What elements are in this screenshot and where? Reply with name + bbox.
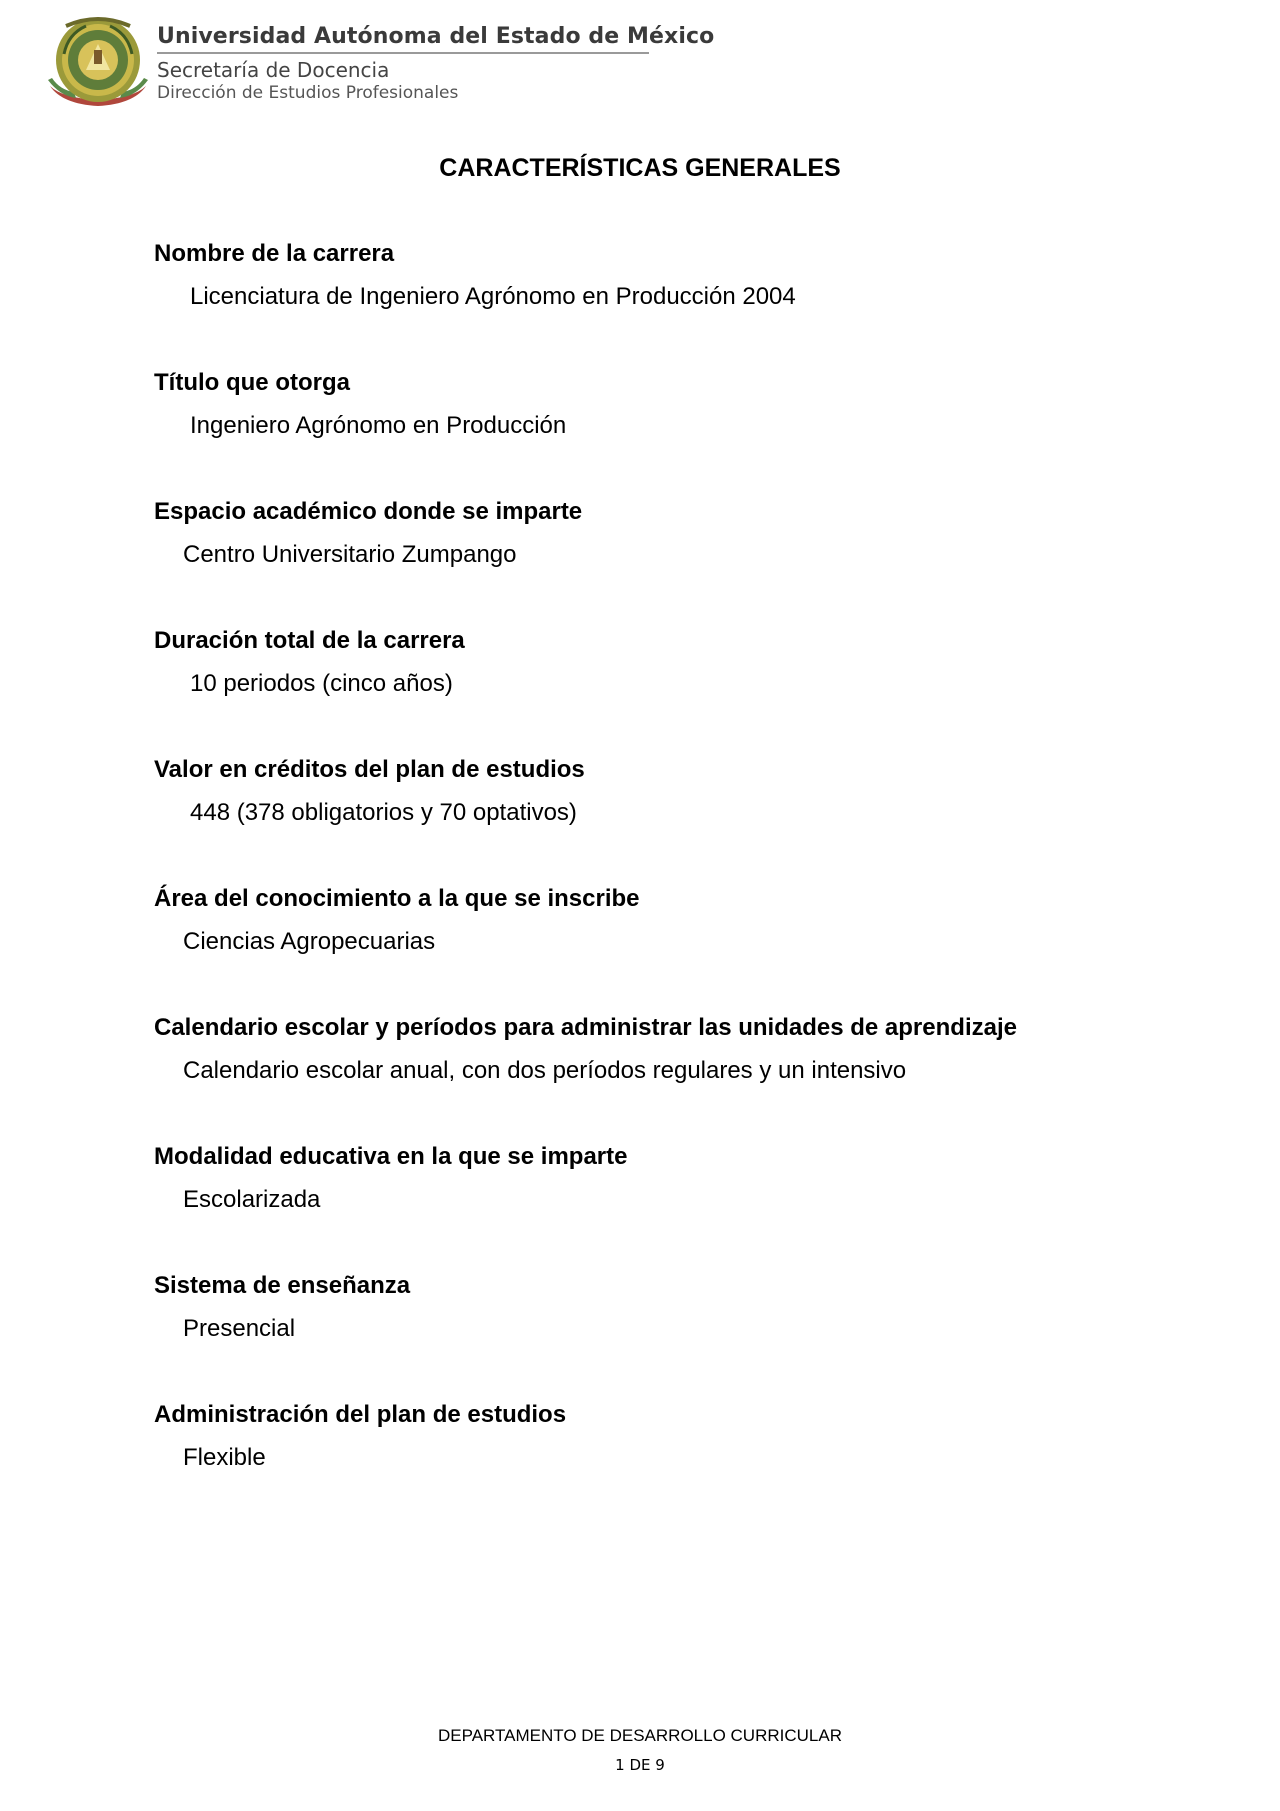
field-academic-space [154, 498, 1234, 627]
field-value: Escolarizada [183, 1186, 321, 1213]
field-value: Flexible [183, 1444, 266, 1471]
field-label: Espacio académico donde se imparte [154, 498, 583, 525]
field-degree-title [154, 369, 1234, 498]
field-label: Área del conocimiento a la que se inscribe [154, 885, 640, 912]
field-label: Valor en créditos del plan de estudios [154, 756, 585, 783]
field-value: Ingeniero Agrónomo en Producción [190, 412, 567, 439]
field-value: 10 periodos (cinco años) [190, 670, 453, 697]
field-label: Título que otorga [154, 369, 350, 396]
field-value: 448 (378 obligatorios y 70 optativos) [190, 799, 577, 826]
field-label: Nombre de la carrera [154, 240, 395, 267]
field-value: Centro Universitario Zumpango [183, 541, 517, 568]
document-title: CARACTERÍSTICAS GENERALES [439, 154, 841, 182]
field-value: Ciencias Agropecuarias [183, 928, 436, 955]
page-header [46, 14, 715, 114]
field-credits [154, 756, 1234, 885]
page-number: 1 DE 9 [615, 1756, 665, 1774]
header-divider [157, 52, 649, 54]
field-label: Modalidad educativa en la que se imparte [154, 1143, 628, 1170]
field-teaching-system [154, 1272, 1234, 1401]
field-label: Administración del plan de estudios [154, 1401, 567, 1428]
general-characteristics [154, 240, 1234, 1530]
field-value: Licenciatura de Ingeniero Agrónomo en Producción 2004 [190, 283, 796, 310]
field-label: Duración total de la carrera [154, 627, 465, 654]
header-text [157, 24, 715, 104]
footer-department: DEPARTAMENTO DE DESARROLLO CURRICULAR [438, 1726, 842, 1745]
university-seal-icon [46, 14, 150, 110]
field-label: Sistema de enseñanza [154, 1272, 411, 1299]
university-name: Universidad Autónoma del Estado de México [157, 24, 715, 49]
field-duration [154, 627, 1234, 756]
directorate-name: Dirección de Estudios Profesionales [157, 83, 459, 103]
field-value: Calendario escolar anual, con dos períodos regulares y un intensivo [183, 1057, 907, 1084]
field-label: Calendario escolar y períodos para administrar las unidades de aprendizaje [154, 1014, 1017, 1041]
secretariat-name: Secretaría de Docencia [157, 58, 390, 82]
field-knowledge-area [154, 885, 1234, 1014]
field-plan-administration [154, 1401, 1234, 1530]
field-career-name [154, 240, 1234, 369]
field-school-calendar [154, 1014, 1234, 1143]
field-value: Presencial [183, 1315, 296, 1342]
field-educational-modality [154, 1143, 1234, 1272]
